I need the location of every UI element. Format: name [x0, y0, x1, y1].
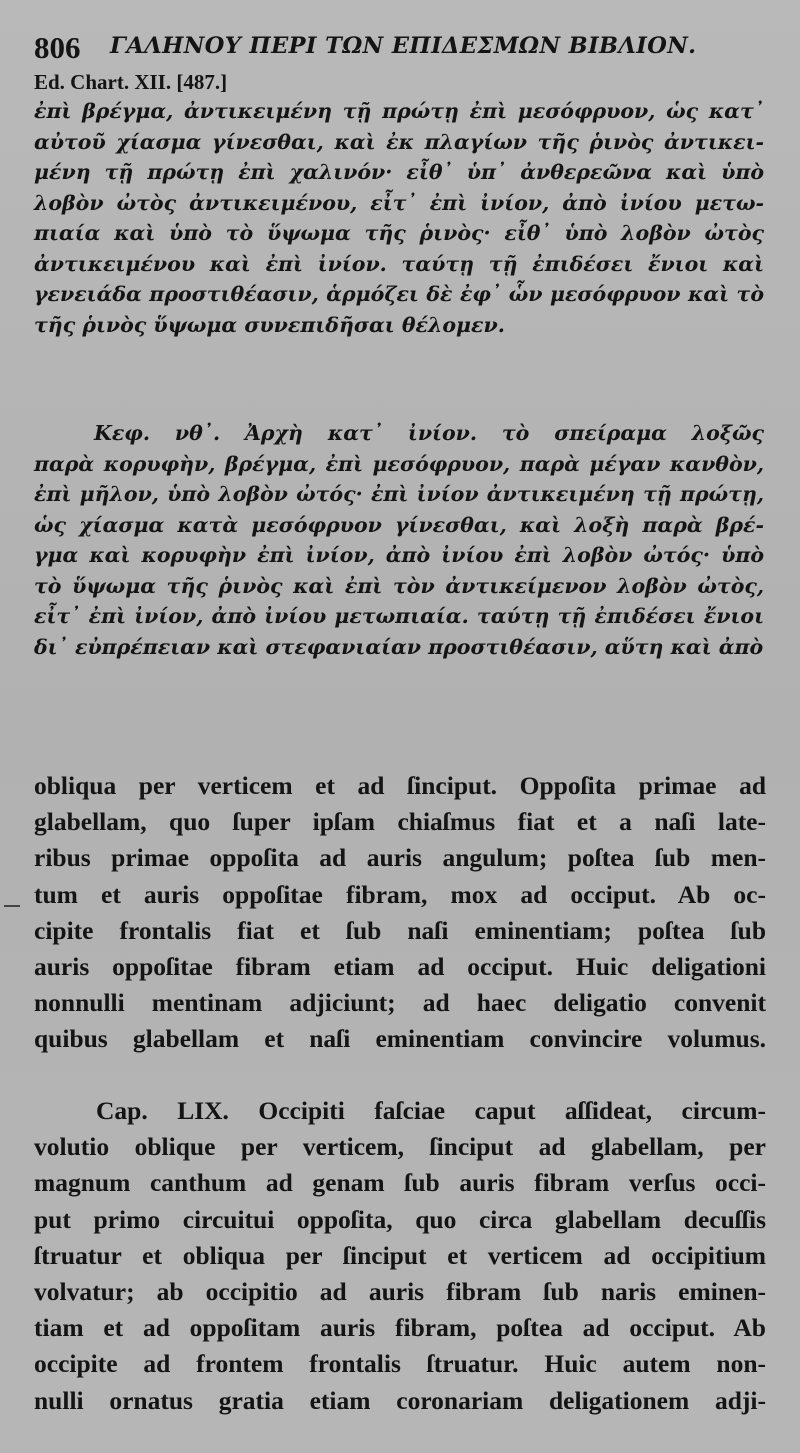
margin-mark [4, 905, 20, 907]
text-line: ἐπὶ βρέγμα, ἀντικειμένη τῇ πρώτῃ ἐπὶ μεσόφρυον, ὡς κατ᾽ [34, 99, 764, 123]
text-line: αὐτοῦ χίασμα γίνεσθαι, καὶ ἐκ πλαγίων τῆς ῥινὸς ἀντικει- [34, 129, 764, 154]
text-line: quibus glabellam et naſi eminentiam convincire volumus. [34, 1024, 766, 1054]
text-line: ribus primae oppoſita ad auris angulum; poſtea ſub men- [34, 843, 766, 873]
text-line: παρὰ κορυφὴν, βρέγμα, ἐπὶ μεσόφρυον, παρὰ μέγαν κανθὸν, [34, 451, 764, 476]
text-line: nonnulli mentinam adjiciunt; ad haec deligatio convenit [34, 988, 766, 1018]
latin-paragraph-2 [34, 1093, 766, 1419]
edition-reference: Ed. Chart. XII. [487.] [34, 70, 228, 94]
text-line: occipite ad frontem frontalis ſtruatur. Huic autem non- [34, 1349, 766, 1379]
text-line: magnum canthum ad genam ſub auris fibram verſus occi- [34, 1168, 766, 1198]
text-line: put primo circuitui oppoſita, quo circa glabellam decuſſis [34, 1204, 766, 1234]
greek-paragraph-1 [34, 96, 764, 376]
page-number: 806 [34, 30, 81, 65]
text-line: volutio oblique per verticem, ſinciput ad glabellam, per [34, 1132, 766, 1162]
chapter-heading-line: Κεφ. νθ᾽. Ἀρχὴ κατ᾽ ἰνίον. τὸ σπείραμα λοξῶς [94, 421, 764, 445]
text-line: τῆς ῥινὸς ὕψωμα συνεπιδῆσαι θέλομεν. [34, 312, 505, 337]
text-line: εἶτ᾽ ἐπὶ ἰνίον, ἀπὸ ἰνίου μετωπιαία. ταύτῃ τῇ ἐπιδέσει ἔνιοι [34, 604, 764, 628]
text-line: nulli ornatus gratia etiam coronariam deligationem adji- [34, 1385, 766, 1415]
text-line: auris oppoſitae fibram etiam ad occiput. Huic deligationi [34, 951, 766, 981]
text-line: γενειάδα προστιθέασιν, ἁρμόζει δὲ ἐφ᾽ ὧν μεσόφρυον καὶ τὸ [34, 282, 764, 306]
text-line: πιαία καὶ ὑπὸ τὸ ὕψωμα τῆς ῥινὸς· εἶθ᾽ ὑπὸ λοβὸν ὠτὸς [34, 221, 764, 245]
chapter-heading-line: Cap. LIX. Occipiti faſciae caput aſſideat, circum- [96, 1096, 766, 1125]
text-line: tiam et ad oppoſitam auris fibram, poſtea ad occiput. Ab [34, 1313, 766, 1343]
text-line: glabellam, quo ſuper ipſam chiaſmus fiat et a naſi late- [34, 807, 766, 837]
text-line: ἐπὶ μῆλον, ὑπὸ λοβὸν ὠτός· ἐπὶ ἰνίον ἀντικειμένη τῇ πρώτῃ, [34, 482, 764, 506]
text-line: λοβὸν ὠτὸς ἀντικειμένου, εἶτ᾽ ἐπὶ ἰνίον, ἀπὸ ἰνίου μετω- [34, 190, 764, 215]
text-line: ἀντικειμένου καὶ ἐπὶ ἰνίον. ταύτῃ τῇ ἐπιδέσει ἔνιοι καὶ [34, 251, 764, 276]
text-line: volvatur; ab occipitio ad auris fibram ſub naris eminen- [34, 1276, 766, 1306]
text-line: ſtruatur et obliqua per ſinciput et verticem ad occipitium [34, 1240, 766, 1270]
text-line: obliqua per verticem et ad ſinciput. Oppoſita primae ad [34, 771, 766, 800]
page-header [34, 30, 774, 72]
text-line: δι᾽ εὐπρέπειαν καὶ στεφανιαίαν προστιθέασιν, αὕτη καὶ ἀπὸ [34, 634, 764, 659]
greek-paragraph-2 [34, 418, 764, 708]
latin-paragraph-1 [34, 768, 766, 1058]
text-line: ὡς χίασμα κατὰ μεσόφρυον γίνεσθαι, καὶ λοξὴ παρὰ βρέ- [34, 512, 764, 537]
text-line: tum et auris oppoſitae fibram, mox ad occiput. Ab oc- [34, 879, 766, 909]
running-title: ΓΑΛΗΝΟΥ ΠΕΡΙ ΤΩΝ ΕΠΙΔΕΣΜΩΝ ΒΙΒΛΙΟΝ. [110, 33, 697, 59]
text-line: γμα καὶ κορυφὴν ἐπὶ ἰνίον, ἀπὸ ἰνίου ἐπὶ λοβὸν ὠτός· ὑπὸ [34, 543, 764, 567]
text-line: μένη τῇ πρώτῃ ἐπὶ χαλινόν· εἶθ᾽ ὑπ᾽ ἀνθερεῶνα καὶ ὑπὸ [34, 160, 764, 184]
text-line: τὸ ὕψωμα τῆς ῥινὸς καὶ ἐπὶ τὸν ἀντικείμενον λοβὸν ὠτὸς, [34, 573, 764, 598]
text-line: cipite frontalis fiat et ſub naſi eminentiam; poſtea ſub [34, 915, 766, 945]
